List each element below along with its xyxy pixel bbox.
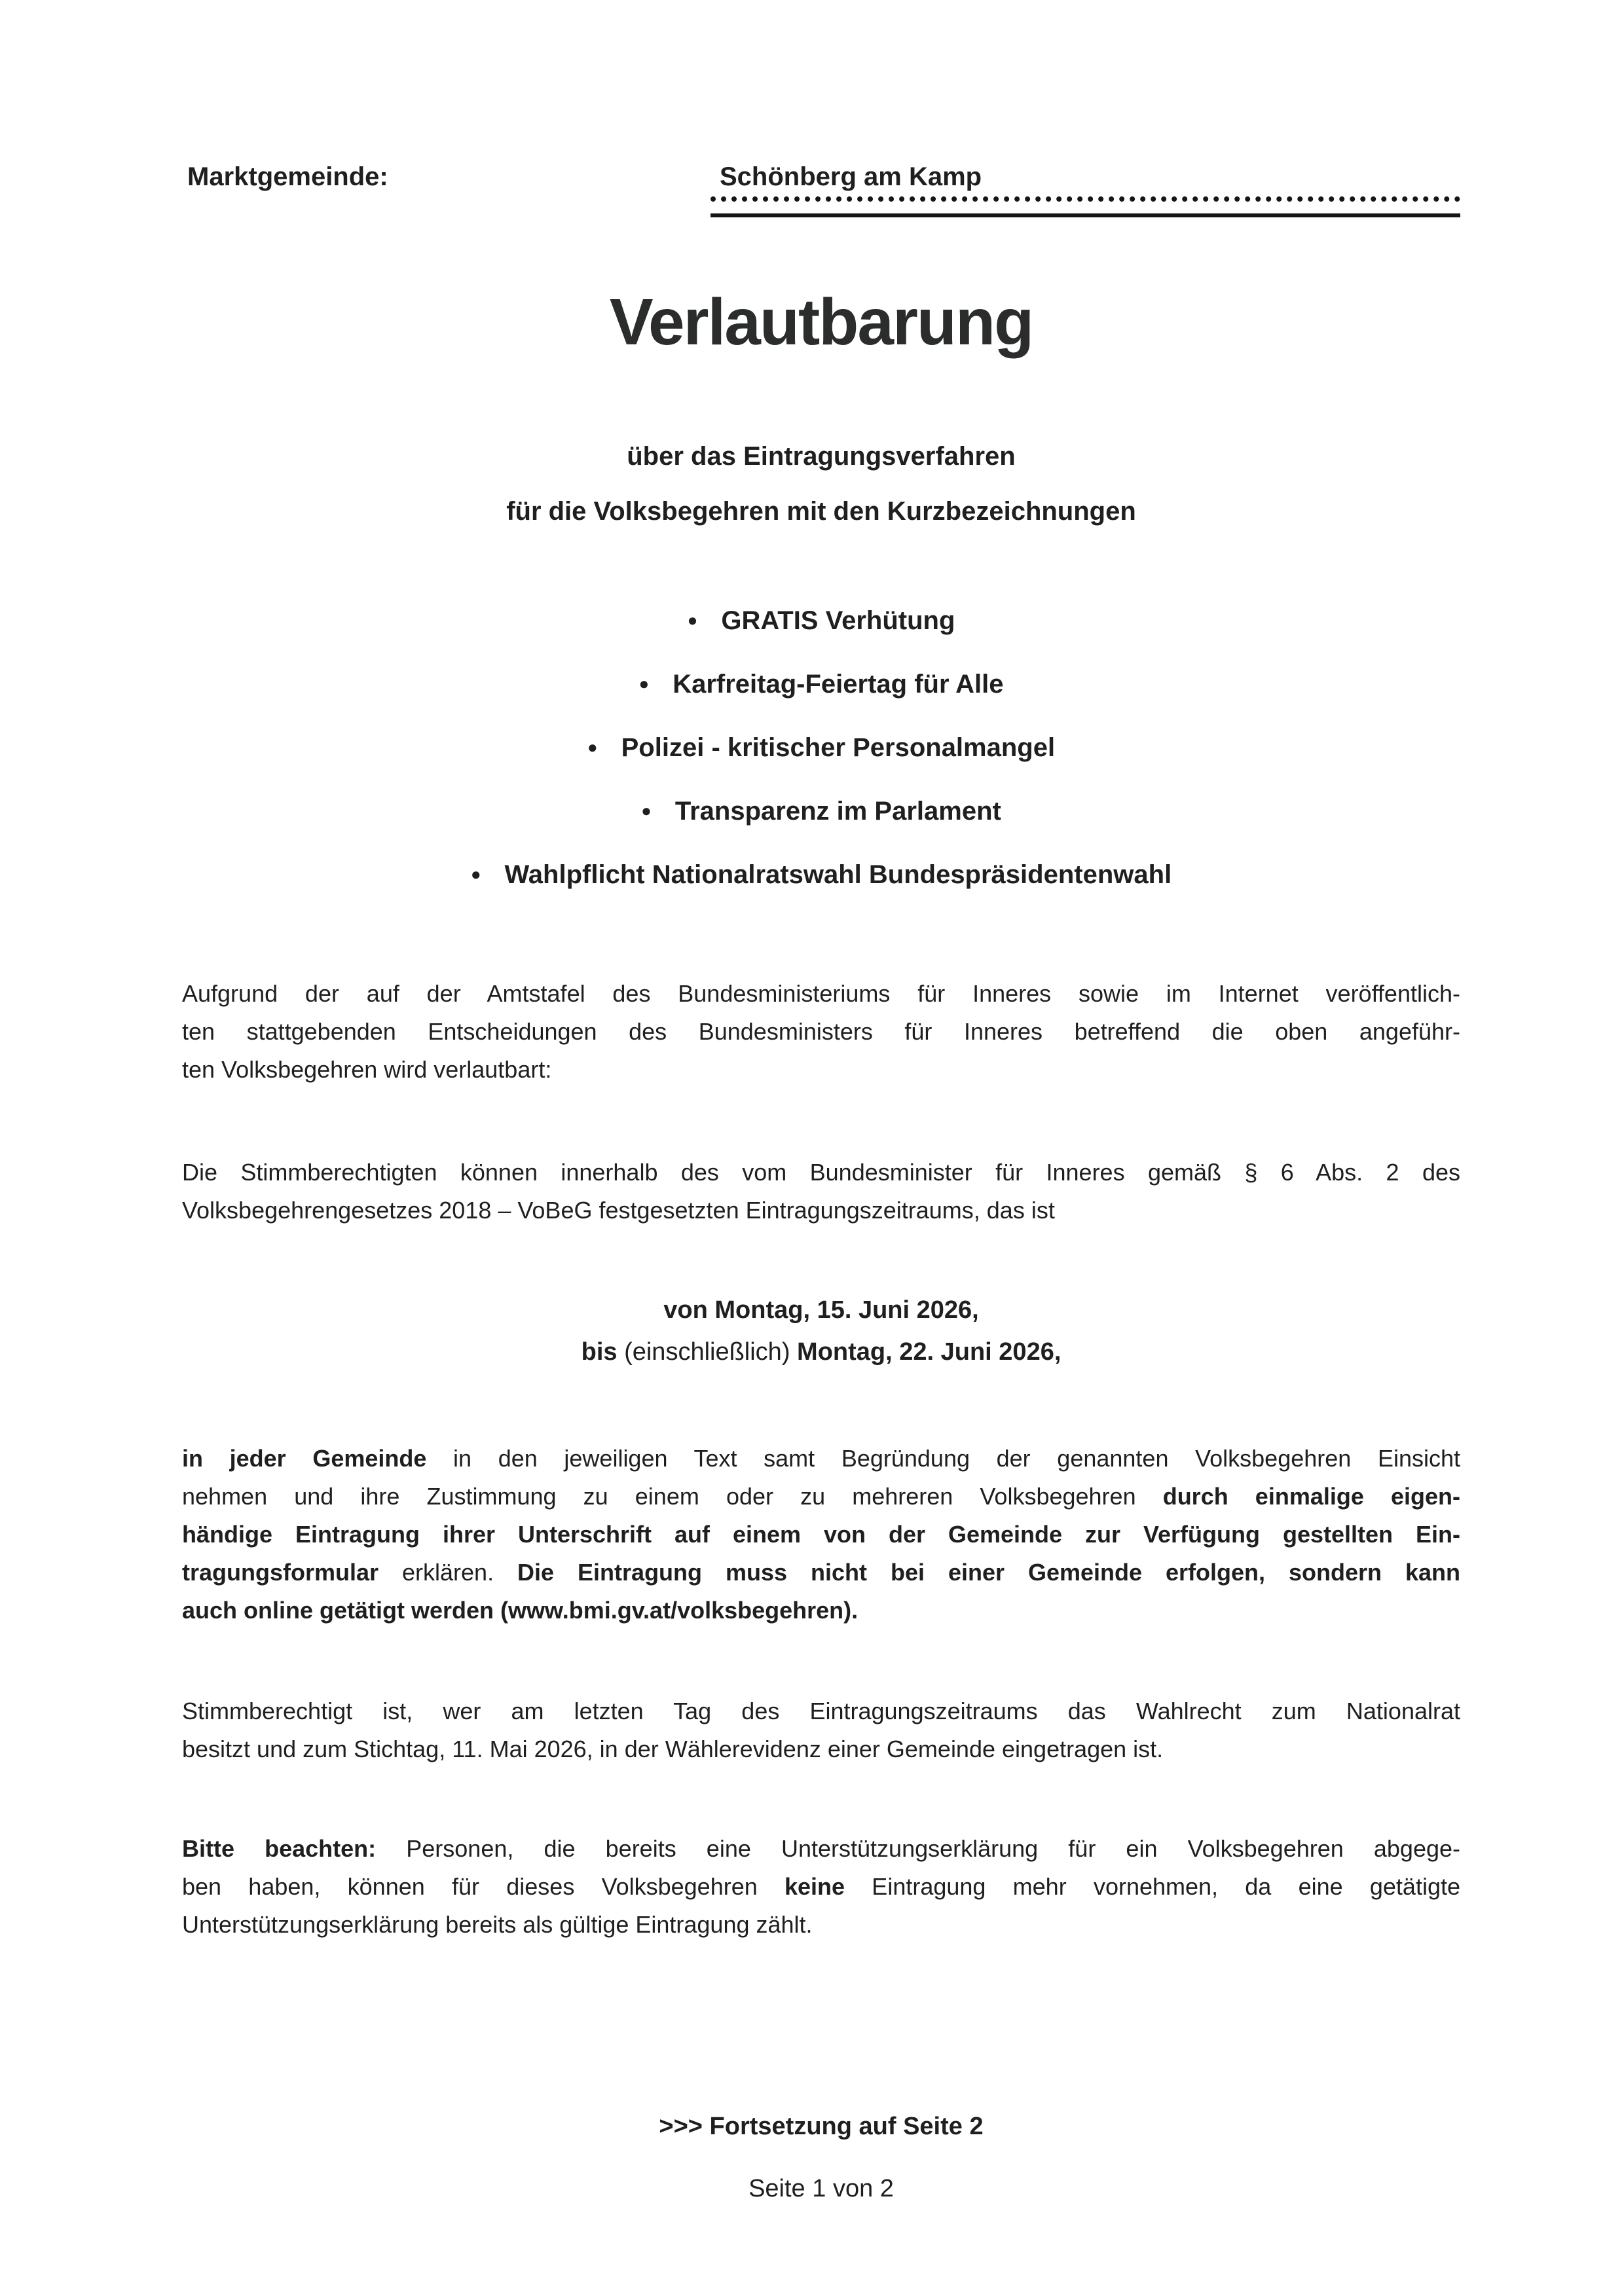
municipality-label: Marktgemeinde:	[187, 162, 388, 191]
volksbegehren-item	[182, 716, 1460, 779]
paragraph-stimmberechtigte: Die Stimmberechtigten können innerhalb des vom Bundesminister für Inneres gemäß § 6 Abs. 2 des Volksbegehrengesetzes 2018 – VoBeG festgesetzten Eintragungszeitraums, das ist	[182, 1159, 1460, 1224]
paragraph-aufgrund: Aufgrund der auf der Amtstafel des Bundesministeriums für Inneres sowie im Internet veröffentlich- ten stattgebenden Entscheidungen des Bundesministers für Inneres betreffend die oben angeführ- ten Volksbegehren wird verlautbart:	[182, 980, 1460, 1083]
bullet-icon: ●	[587, 737, 598, 757]
page-number: Seite 1 von 2	[748, 2175, 894, 2202]
bullet-label: Karfreitag-Feiertag für Alle	[673, 670, 1004, 699]
dotted-line	[710, 196, 1460, 202]
document-content	[182, 0, 1460, 2296]
volksbegehren-item	[182, 652, 1460, 716]
volksbegehren-item	[182, 843, 1460, 906]
continuation-note: >>> Fortsetzung auf Seite 2	[659, 2113, 984, 2140]
bullet-icon: ●	[638, 674, 650, 693]
bullet-icon: ●	[470, 864, 481, 884]
bullet-label: Transparenz im Parlament	[674, 797, 1001, 826]
solid-line	[710, 213, 1460, 217]
paragraph-stimmberechtigt: Stimmberechtigt ist, wer am letzten Tag des Eintragungszeitraums das Wahlrecht zum Nationalrat besitzt und zum Stichtag, 11. Mai 2026, in der Wählerevidenz einer Gemeinde eingetragen ist.	[182, 1698, 1460, 1762]
date-range: von Montag, 15. Juni 2026, bis (einschließlich) Montag, 22. Juni 2026,	[581, 1296, 1061, 1366]
volksbegehren-item	[182, 779, 1460, 843]
bullet-label: GRATIS Verhütung	[721, 606, 955, 635]
bullet-label: Polizei - kritischer Personalmangel	[621, 733, 1056, 762]
paragraph-bitte-beachten: Bitte beachten: Personen, die bereits eine Unterstützungserklärung für ein Volksbegehren abgege- ben haben, können für dieses Volksbegehren keine Eintragung mehr vornehmen, da eine getätigte Unterstützungserklärung bereits als gültige Eintragung zählt.	[182, 1835, 1460, 1938]
paragraph-gemeinde: in jeder Gemeinde in den jeweiligen Text samt Begründung der genannten Volksbegehren Einsicht nehmen und ihre Zustimmung zu einem oder zu mehreren Volksbegehren durch einmalige eigen- händige Eintragung ihrer Unterschrift auf einem von der Gemeinde zur Verfügung gestellten Ein- tragungsformular erklären. Die Eintragung muss nicht bei einer Gemeinde erfolgen, sondern kann auch online getätigt werden (www.bmi.gv.at/volksbegehren).	[182, 1445, 1460, 1624]
subtitle-line-2: für die Volksbegehren mit den Kurzbezeichnungen	[506, 497, 1136, 526]
volksbegehren-item	[182, 589, 1460, 652]
bullet-label: Wahlpflicht Nationalratswahl Bundespräsidentenwahl	[504, 860, 1172, 889]
page-title: Verlautbarung	[609, 285, 1033, 359]
municipality-value: Schönberg am Kamp	[720, 162, 982, 191]
bullet-icon: ●	[687, 610, 698, 630]
subtitle-line-1: über das Eintragungsverfahren	[627, 442, 1016, 471]
bullet-icon: ●	[641, 801, 652, 820]
volksbegehren-list	[182, 589, 1460, 906]
